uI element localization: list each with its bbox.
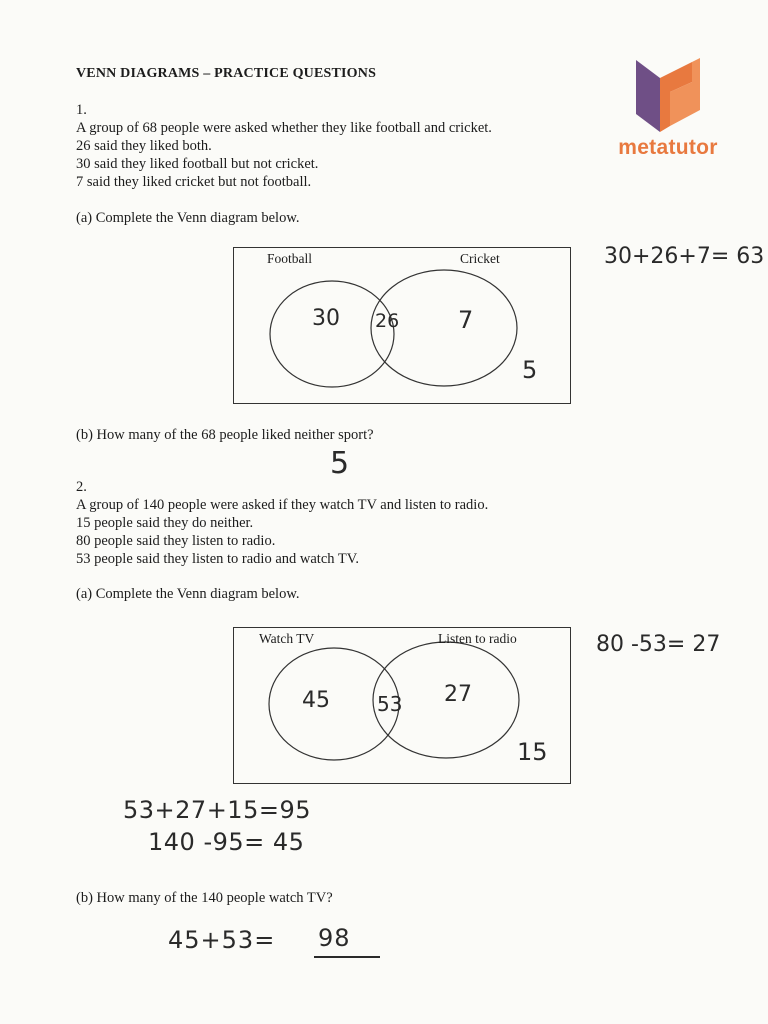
q2-number: 2. (76, 479, 87, 495)
venn-diagram-1 (233, 247, 571, 404)
q1-line-3: 30 said they liked football but not cricket. (76, 156, 319, 172)
q1-part-a: (a) Complete the Venn diagram below. (76, 210, 300, 226)
venn1-right-label: Cricket (460, 251, 500, 266)
logo-text: metatutor (618, 136, 718, 159)
q2-answer-b-result: 98 (318, 924, 351, 952)
q2-line-2: 15 people said they do neither. (76, 515, 254, 531)
q1-working-a: 30+26+7= 63 (604, 244, 765, 269)
q2-working-a: 80 -53= 27 (596, 632, 721, 657)
q1-line-1: A group of 68 people were asked whether they like football and cricket. (76, 120, 492, 136)
venn1-intersection-value: 26 (375, 310, 400, 332)
q1-number: 1. (76, 102, 87, 118)
q2-part-a: (a) Complete the Venn diagram below. (76, 586, 300, 602)
venn2-neither-value: 15 (517, 738, 548, 766)
q1-line-4: 7 said they liked cricket but not football. (76, 174, 312, 190)
q1-line-2: 26 said they liked both. (76, 138, 212, 154)
q2-answer-b: 45+53= (168, 926, 276, 954)
venn2-intersection-value: 53 (377, 692, 403, 716)
metatutor-logo (604, 52, 732, 164)
venn1-left-only-value: 30 (312, 306, 340, 331)
answer-underline (314, 956, 380, 958)
venn1-left-label: Football (267, 251, 313, 266)
q2-part-b: (b) How many of the 140 people watch TV? (76, 890, 333, 906)
logo-mark-icon (604, 52, 732, 136)
venn2-left-only-value: 45 (302, 688, 330, 713)
q2-working-line-1: 53+27+15=95 (123, 796, 311, 824)
q2-line-1: A group of 140 people were asked if they watch TV and listen to radio. (76, 497, 489, 513)
venn2-right-only-value: 27 (444, 682, 472, 707)
q2-working-line-2: 140 -95= 45 (148, 828, 305, 856)
venn-circles-1 (234, 248, 570, 403)
venn1-neither-value: 5 (522, 356, 538, 384)
q2-line-4: 53 people said they listen to radio and watch TV. (76, 551, 359, 567)
q2-line-3: 80 people said they listen to radio. (76, 533, 276, 549)
page-title: VENN DIAGRAMS – PRACTICE QUESTIONS (76, 66, 377, 81)
venn-diagram-2 (233, 627, 571, 784)
venn2-right-label: Listen to radio (438, 631, 517, 646)
venn1-right-only-value: 7 (458, 306, 474, 334)
q1-part-b: (b) How many of the 68 people liked neither sport? (76, 427, 374, 443)
venn2-left-label: Watch TV (259, 631, 315, 646)
q1-answer-b: 5 (330, 446, 350, 481)
